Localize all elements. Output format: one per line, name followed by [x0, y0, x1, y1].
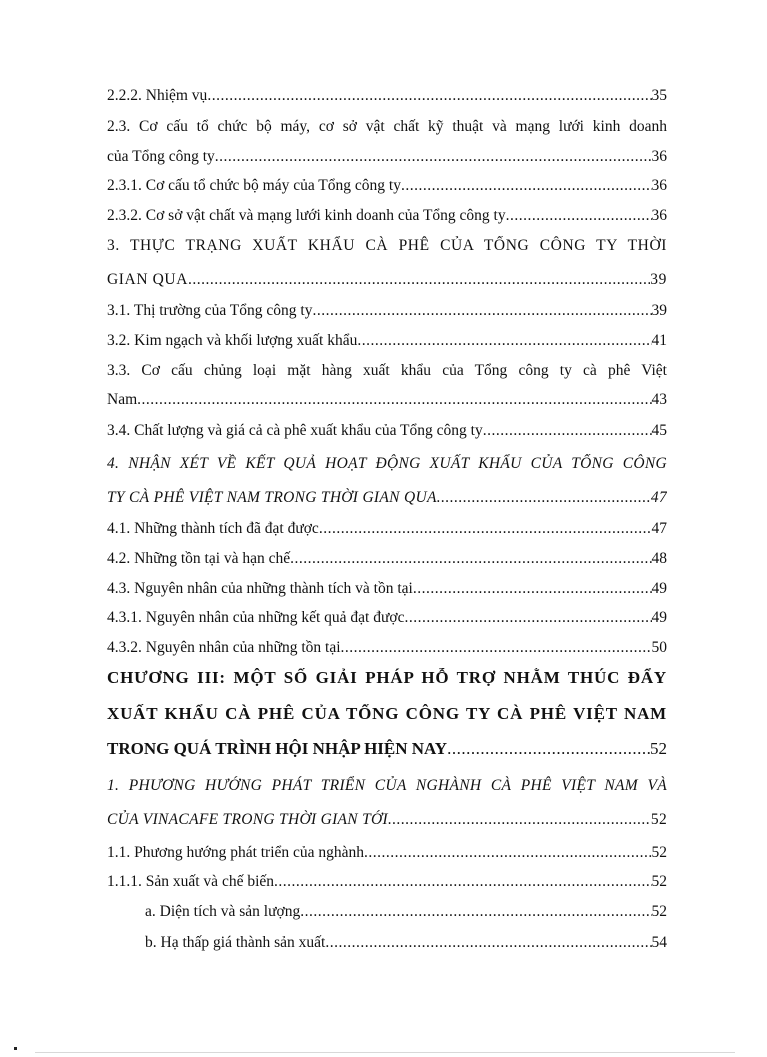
toc-entry — [107, 421, 667, 441]
toc-entry — [107, 579, 667, 599]
toc-entry-text: 2.2.2. Nhiệm vụ — [107, 87, 208, 104]
toc-entry — [145, 902, 667, 922]
toc-page-number: 36 — [651, 148, 667, 165]
toc-page-number: 54 — [651, 934, 667, 951]
toc-entry-text: 1.1.1. Sản xuất và chế biến — [107, 873, 275, 890]
toc-entry — [107, 549, 667, 569]
toc-entry — [107, 843, 667, 863]
dot-leader — [357, 331, 651, 351]
dot-leader — [137, 390, 651, 410]
dot-leader — [483, 421, 652, 441]
toc-entry-text: 2.3. Cơ cấu tổ chức bộ máy, cơ sở vật chất kỹ thuật và mạng lưới kinh doanh — [107, 118, 667, 135]
toc-entry-text: 1.1. Phương hướng phát triển của nghành — [107, 844, 365, 861]
toc-entry-text: 4.3.2. Nguyên nhân của những tồn tại — [107, 639, 341, 656]
toc-chapter-heading — [107, 704, 667, 724]
toc-entry — [107, 117, 667, 137]
toc-page-number: 36 — [651, 207, 667, 224]
toc-entry — [107, 390, 667, 410]
dot-leader — [413, 579, 652, 599]
dot-leader — [207, 86, 651, 106]
scan-speck — [14, 1047, 17, 1050]
toc-entry-text: XUẤT KHẨU CÀ PHÊ CỦA TỔNG CÔNG TY CÀ PHÊ VIỆT NAM — [107, 704, 667, 723]
toc-entry-text: b. Hạ thấp giá thành sản xuất — [145, 934, 326, 951]
dot-leader — [364, 843, 651, 863]
dot-leader — [319, 519, 652, 539]
dot-leader — [215, 147, 652, 167]
toc-entry-text: CHƯƠNG III: MỘT SỐ GIẢI PHÁP HỖ TRỢ NHẰM THÚC ĐẨY — [107, 668, 667, 687]
toc-page-number: 52 — [651, 844, 667, 861]
toc-entry-text: 3.2. Kim ngạch và khối lượng xuất khẩu — [107, 332, 358, 349]
toc-entry — [107, 331, 667, 351]
toc-entry — [107, 361, 667, 381]
page-edge-line — [35, 1052, 735, 1053]
dot-leader — [506, 206, 652, 226]
toc-page-number: 35 — [651, 87, 667, 104]
toc-entry-text: 4.2. Những tồn tại và hạn chế — [107, 550, 291, 567]
toc-page-number: 39 — [651, 302, 667, 319]
dot-leader — [274, 872, 651, 892]
toc-chapter-heading — [107, 668, 667, 688]
dot-leader — [312, 301, 651, 321]
toc-entry — [107, 206, 667, 226]
toc-page-number: 41 — [651, 332, 667, 349]
toc-entry-text: a. Diện tích và sản lượng — [145, 903, 301, 920]
toc-page-number: 48 — [651, 550, 667, 567]
toc-entry — [107, 147, 667, 167]
toc-entry — [107, 519, 667, 539]
dot-leader — [325, 933, 651, 953]
toc-entry — [107, 270, 667, 290]
toc-entry — [107, 301, 667, 321]
toc-entry-text: 2.3.1. Cơ cấu tổ chức bộ máy của Tổng công ty — [107, 177, 401, 194]
toc-page-number: 50 — [651, 639, 667, 656]
toc-entry — [107, 86, 667, 106]
toc-page-number: 52 — [650, 739, 667, 758]
toc-page-number: 39 — [650, 271, 667, 288]
toc-entry — [107, 176, 667, 196]
toc-entry-text: TY CÀ PHÊ VIỆT NAM TRONG THỜI GIAN QUA — [107, 489, 437, 506]
toc-page-number: 36 — [651, 177, 667, 194]
toc-entry — [107, 872, 667, 892]
toc-entry-text: 3.3. Cơ cấu chủng loại mặt hàng xuất khẩu của Tổng công ty cà phê Việt — [107, 362, 667, 379]
dot-leader — [290, 549, 651, 569]
toc-page-number: 49 — [651, 609, 667, 626]
toc-page-number: 47 — [650, 489, 667, 506]
toc-entry-text: 3.1. Thị trường của Tổng công ty — [107, 302, 313, 319]
toc-entry — [107, 608, 667, 628]
toc-entry — [107, 638, 667, 658]
toc-page-number: 52 — [650, 811, 667, 828]
toc-entry-text: 4.1. Những thành tích đã đạt được — [107, 520, 319, 537]
toc-entry-text: của Tổng công ty — [107, 148, 215, 165]
toc-page-number: 52 — [651, 873, 667, 890]
dot-leader — [300, 902, 651, 922]
dot-leader — [188, 270, 650, 290]
toc-entry-text: TRONG QUÁ TRÌNH HỘI NHẬP HIỆN NAY — [107, 739, 448, 758]
toc-entry-text: CỦA VINACAFE TRONG THỜI GIAN TỚI — [107, 811, 388, 828]
dot-leader — [388, 810, 651, 830]
toc-entry-text: 4.3. Nguyên nhân của những thành tích và tồn tại — [107, 580, 413, 597]
toc-page-number: 49 — [651, 580, 667, 597]
dot-leader — [401, 176, 652, 196]
toc-section-heading — [107, 236, 667, 256]
toc-entry-text: Nam — [107, 391, 138, 408]
toc-entry — [145, 933, 667, 953]
dot-leader — [437, 488, 651, 508]
toc-section-heading — [107, 776, 667, 796]
toc-page-number: 43 — [651, 391, 667, 408]
toc-entry-text: 3. THỰC TRẠNG XUẤT KHẨU CÀ PHÊ CỦA TỔNG CÔNG TY THỜI — [107, 237, 667, 254]
toc-chapter-heading — [107, 739, 667, 759]
toc-entry-text: 2.3.2. Cơ sở vật chất và mạng lưới kinh doanh của Tổng công ty — [107, 207, 506, 224]
dot-leader — [447, 739, 650, 759]
toc-entry — [107, 488, 667, 508]
toc-entry-text: 1. PHƯƠNG HƯỚNG PHÁT TRIỂN CỦA NGHÀNH CÀ PHÊ VIỆT NAM VÀ — [107, 777, 667, 794]
toc-page-number: 45 — [651, 422, 667, 439]
toc-page-number: 47 — [651, 520, 667, 537]
dot-leader — [341, 638, 652, 658]
toc-section-heading — [107, 454, 667, 474]
dot-leader — [404, 608, 651, 628]
toc-entry-text: 4. NHẬN XÉT VỀ KẾT QUẢ HOẠT ĐỘNG XUẤT KHẨU CỦA TỔNG CÔNG — [107, 455, 667, 472]
toc-entry-text: 3.4. Chất lượng và giá cả cà phê xuất khẩu của Tổng công ty — [107, 422, 483, 439]
toc-entry-text: GIAN QUA — [107, 271, 188, 288]
toc-entry — [107, 810, 667, 830]
toc-entry-text: 4.3.1. Nguyên nhân của những kết quả đạt được — [107, 609, 405, 626]
toc-page-number: 52 — [651, 903, 667, 920]
